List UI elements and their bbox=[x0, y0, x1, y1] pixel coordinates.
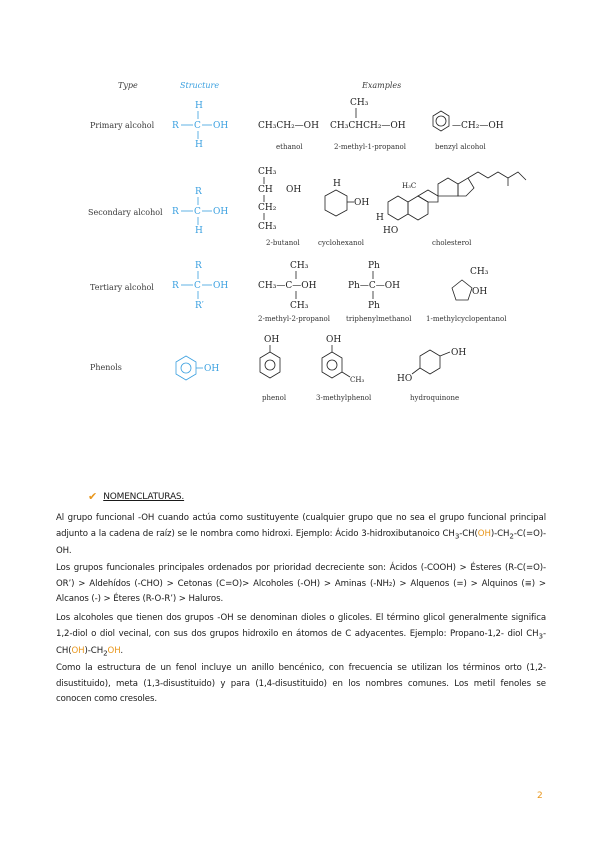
svg-text:H: H bbox=[195, 140, 203, 150]
svg-text:CH₃—C—OH: CH₃—C—OH bbox=[258, 281, 317, 291]
svg-text:OH: OH bbox=[204, 364, 220, 374]
svg-text:CH₃: CH₃ bbox=[258, 167, 277, 177]
page-number: 2 bbox=[537, 791, 543, 801]
benzyl-alcohol-structure bbox=[433, 111, 504, 131]
svg-text:Ph: Ph bbox=[368, 301, 380, 311]
svg-text:CH₂: CH₂ bbox=[258, 203, 277, 213]
svg-text:R: R bbox=[195, 187, 202, 197]
svg-text:OH: OH bbox=[213, 207, 229, 217]
svg-text:CH: CH bbox=[258, 185, 273, 195]
svg-text:OH: OH bbox=[286, 185, 302, 195]
caption-ethanol: ethanol bbox=[276, 143, 303, 151]
svg-text:R′: R′ bbox=[195, 301, 204, 311]
ethanol-structure bbox=[258, 121, 319, 131]
row-type-primary: Primary alcohol bbox=[90, 121, 155, 130]
caption-methylphenol: 3-methylphenol bbox=[316, 394, 372, 402]
svg-text:OH: OH bbox=[354, 198, 370, 208]
row-type-tertiary: Tertiary alcohol bbox=[90, 283, 154, 292]
svg-text:C: C bbox=[194, 207, 201, 217]
svg-text:CH₃: CH₃ bbox=[350, 98, 369, 108]
caption-methylpropanol2: 2-methyl-2-propanol bbox=[258, 315, 330, 323]
svg-text:R: R bbox=[172, 121, 179, 131]
caption-cholesterol: cholesterol bbox=[432, 239, 472, 247]
row-type-phenols: Phenols bbox=[90, 363, 122, 372]
caption-hydroquinone: hydroquinone bbox=[410, 394, 460, 402]
checkmark-icon: ✔ bbox=[88, 490, 98, 503]
svg-text:R: R bbox=[172, 207, 179, 217]
svg-text:CH₃CH₂—OH: CH₃CH₂—OH bbox=[258, 121, 319, 131]
methylpropanol-structure bbox=[330, 98, 406, 131]
section-heading-label: NOMENCLATURAS. bbox=[103, 491, 185, 502]
phenol-general-structure bbox=[176, 356, 219, 380]
cyclohexanol-structure bbox=[325, 179, 369, 216]
hydroquinone-structure bbox=[397, 348, 466, 384]
svg-text:OH: OH bbox=[264, 335, 280, 345]
caption-triphenylmethanol: triphenylmethanol bbox=[346, 315, 412, 323]
header-type: Type bbox=[118, 81, 138, 90]
svg-text:CH₃: CH₃ bbox=[258, 222, 277, 232]
caption-phenol: phenol bbox=[262, 394, 287, 402]
primary-structure bbox=[172, 101, 228, 150]
svg-text:H: H bbox=[376, 213, 384, 223]
caption-methylpropanol: 2-methyl-1-propanol bbox=[334, 143, 406, 151]
phenol-structure bbox=[260, 335, 280, 378]
secondary-structure bbox=[172, 187, 228, 236]
svg-text:CH₃: CH₃ bbox=[290, 301, 309, 311]
svg-text:CH₃: CH₃ bbox=[470, 267, 489, 277]
row-type-secondary: Secondary alcohol bbox=[88, 208, 163, 217]
svg-text:OH: OH bbox=[326, 335, 342, 345]
triphenylmethanol-structure bbox=[348, 261, 400, 311]
svg-text:OH: OH bbox=[472, 287, 488, 297]
paragraph-hidroxi: Al grupo funcional -OH cuando actúa como sustituyente (cualquier grupo que no sea el grupo funcional principal adjunto a la cadena de raíz) se le nombra como hidroxi. Ejemplo: Ácido 3-hidroxibutanoico $CH_3-CH(OH)-CH_2-C(=O)-OH$. bbox=[56, 513, 546, 556]
svg-text:H: H bbox=[333, 179, 341, 189]
caption-butanol: 2-butanol bbox=[266, 239, 300, 247]
methylphenol-structure bbox=[322, 335, 364, 384]
svg-text:OH: OH bbox=[213, 121, 229, 131]
svg-text:H₃C: H₃C bbox=[402, 182, 417, 190]
paragraph-priority: Los grupos funcionales principales ordenados por prioridad decreciente son: Ácidos (-COOH) > Ésteres (R-C(=O)-OR’) > Aldehídos (-CHO) > Cetonas (C=O)> Alcoholes (-OH) > Aminas (-NH₂) > Alquenos (=) > Alquinos (≡) > Alcanos (-) > Éteres (R-O-R’) > Haluros. bbox=[56, 563, 546, 604]
svg-text:HO: HO bbox=[397, 374, 413, 384]
svg-text:Ph: Ph bbox=[368, 261, 380, 271]
caption-methylcyclopentanol: 1-methylcyclopentanol bbox=[426, 315, 507, 323]
caption-benzyl-alcohol: benzyl alcohol bbox=[435, 143, 486, 151]
svg-text:CH₃CHCH₂—OH: CH₃CHCH₂—OH bbox=[330, 121, 406, 131]
svg-text:C: C bbox=[194, 121, 201, 131]
svg-text:R: R bbox=[172, 281, 179, 291]
paragraph-dioles: Los alcoholes que tienen dos grupos -OH se denominan dioles o glicoles. El término glicol generalmente significa 1,2-diol o diol vecinal, con sus dos grupos hidroxilo en átomos de C adyacentes. Ejemplo: Propano-1,2- diol $CH_3-CH(OH)-CH_2OH$. bbox=[56, 613, 546, 658]
svg-text:HO: HO bbox=[383, 226, 399, 236]
svg-text:H: H bbox=[195, 226, 203, 236]
tertiary-structure bbox=[172, 261, 228, 311]
methylpropanol2-structure bbox=[258, 261, 317, 311]
methylcyclopentanol-structure bbox=[452, 267, 489, 300]
svg-text:OH: OH bbox=[213, 281, 229, 291]
svg-text:R: R bbox=[195, 261, 202, 271]
cholesterol-structure bbox=[376, 172, 526, 236]
svg-text:CH₃: CH₃ bbox=[350, 376, 365, 384]
header-structure: Structure bbox=[180, 81, 220, 90]
paragraph-fenoles: Como la estructura de un fenol incluye un anillo bencénico, con frecuencia se utilizan los términos orto (1,2-disustituido), meta (1,3-disustituido) y para (1,4-disustituido) en los nombres comunes. Los metil fenoles se conocen como cresoles. bbox=[56, 663, 546, 704]
svg-text:C: C bbox=[194, 281, 201, 291]
svg-text:—CH₂—OH: —CH₂—OH bbox=[452, 121, 504, 131]
butanol-structure bbox=[258, 167, 301, 232]
header-examples: Examples bbox=[362, 81, 402, 90]
alcohol-classification-figure bbox=[0, 0, 600, 420]
svg-text:Ph—C—OH: Ph—C—OH bbox=[348, 281, 400, 291]
svg-text:OH: OH bbox=[451, 348, 467, 358]
svg-text:H: H bbox=[195, 101, 203, 111]
caption-cyclohexanol: cyclohexanol bbox=[318, 239, 364, 247]
section-heading bbox=[88, 491, 184, 502]
svg-text:CH₃: CH₃ bbox=[290, 261, 309, 271]
